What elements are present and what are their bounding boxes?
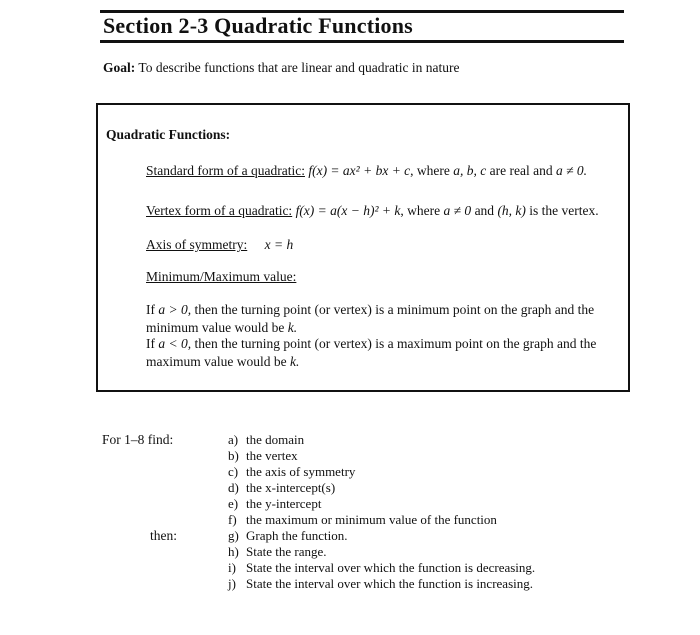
item-text: the domain [246, 432, 305, 447]
positive-condition: a > 0, [158, 302, 192, 317]
standard-form-label: Standard form of a quadratic: [146, 163, 305, 178]
vertex-form-line [146, 203, 599, 219]
minmax-negative [146, 335, 616, 371]
item-text: State the interval over which the function is decreasing. [246, 560, 536, 575]
item-text: the y-intercept [246, 496, 322, 511]
item-text: the vertex [246, 448, 298, 463]
item-text: Graph the function. [246, 528, 348, 543]
list-item [228, 448, 535, 464]
item-letter: d) [228, 480, 239, 495]
item-letter: h) [228, 544, 239, 559]
item-letter: b) [228, 448, 239, 463]
item-letter: g) [228, 528, 239, 543]
vertex-form-where: , where [400, 203, 441, 218]
standard-form-vars: a, b, c [453, 163, 487, 178]
standard-form-mid: are real and [489, 163, 553, 178]
goal-label: Goal: [103, 60, 136, 75]
for-label: For 1–8 find: [102, 432, 174, 447]
vertex-form-suffix: is the vertex. [529, 203, 599, 218]
standard-form-line [146, 163, 587, 179]
list-item [228, 432, 535, 448]
negative-var: k. [289, 354, 300, 369]
vertex-form-formula: f(x) = a(x − h)² + k [295, 203, 401, 218]
positive-if: If [146, 302, 155, 317]
list-item [228, 560, 535, 576]
box-title: Quadratic Functions: [106, 127, 231, 142]
list-item [228, 480, 535, 496]
list-item [228, 464, 535, 480]
minmax-positive [146, 301, 616, 337]
standard-form-condition: a ≠ 0. [555, 163, 588, 178]
list-item [228, 576, 535, 592]
item-letter: e) [228, 496, 239, 511]
list-item [228, 512, 535, 528]
item-text: State the interval over which the function is increasing. [246, 576, 533, 591]
minmax-label: Minimum/Maximum value: [146, 269, 297, 284]
title-rule [100, 40, 624, 43]
item-letter: f) [228, 512, 237, 527]
negative-text: then the turning point (or vertex) is a maximum point on the graph and the maximum value would be [146, 336, 597, 369]
item-text: the axis of symmetry [246, 464, 356, 479]
list-item [228, 528, 535, 544]
goal-line [103, 60, 459, 76]
vertex-form-condition: a ≠ 0 [443, 203, 472, 218]
vertex-form-and: and [474, 203, 495, 218]
page-title: Section 2-3 Quadratic Functions [103, 13, 413, 38]
standard-form-formula: f(x) = ax² + bx + c [308, 163, 411, 178]
task-list [228, 432, 535, 592]
definition-box [96, 103, 630, 392]
axis-formula: x = h [264, 237, 294, 252]
negative-condition: a < 0, [158, 336, 192, 351]
standard-form-where: , where [410, 163, 450, 178]
item-letter: j) [228, 576, 236, 591]
axis-line [146, 237, 293, 253]
item-letter: i) [228, 560, 236, 575]
list-item [228, 496, 535, 512]
axis-label: Axis of symmetry: [146, 237, 248, 252]
positive-var: k. [287, 320, 298, 335]
vertex-form-vertex: (h, k) [497, 203, 526, 218]
item-text: the maximum or minimum value of the function [246, 512, 497, 527]
goal-text: To describe functions that are linear and quadratic in nature [138, 60, 460, 75]
item-letter: a) [228, 432, 239, 447]
vertex-form-label: Vertex form of a quadratic: [146, 203, 293, 218]
item-letter: c) [228, 464, 239, 479]
negative-if: If [146, 336, 155, 351]
positive-text: then the turning point (or vertex) is a minimum point on the graph and the minimum value would be [146, 302, 595, 335]
item-text: State the range. [246, 544, 327, 559]
minmax-heading [146, 269, 296, 285]
item-text: the x-intercept(s) [246, 480, 336, 495]
then-label: then: [150, 528, 177, 543]
list-item [228, 544, 535, 560]
